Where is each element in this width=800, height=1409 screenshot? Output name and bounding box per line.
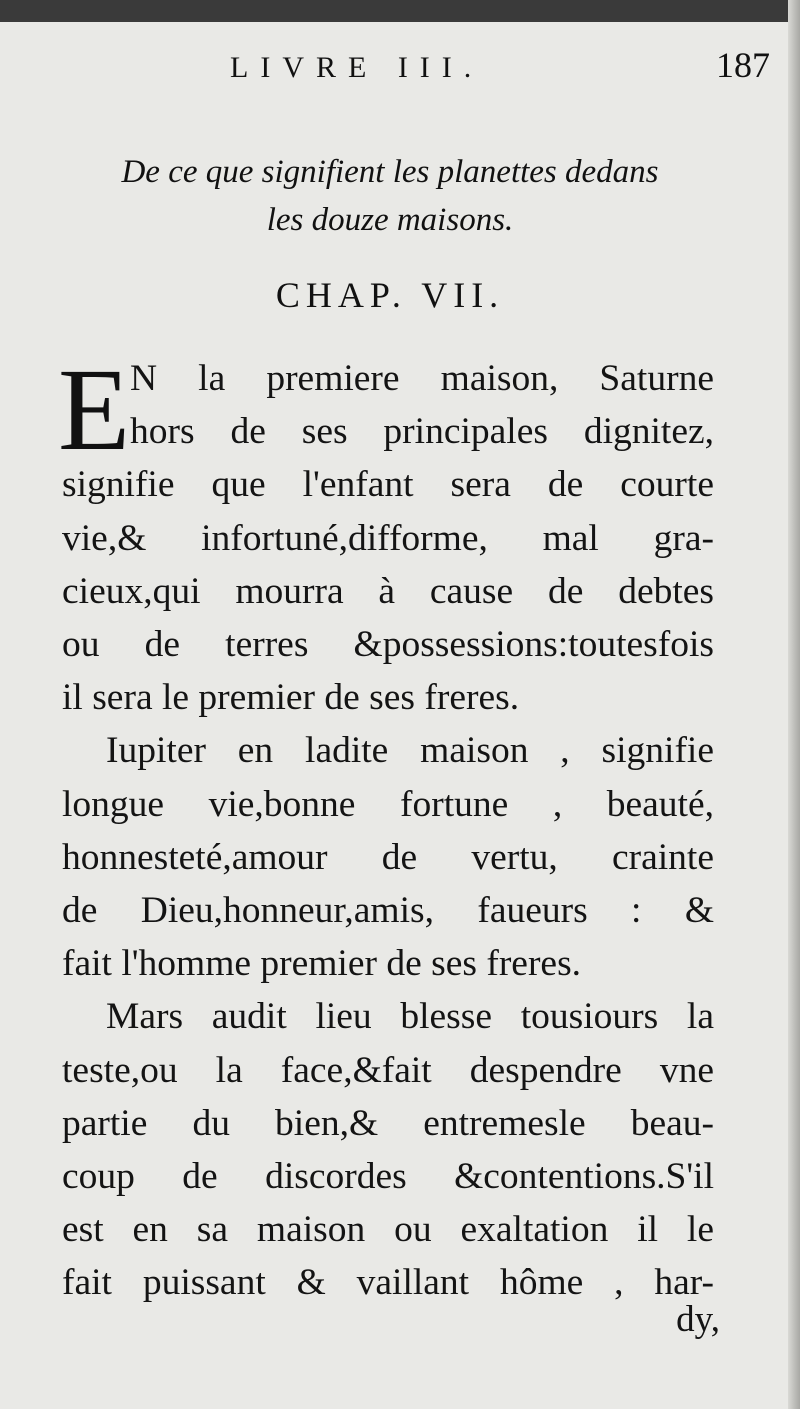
text-line: hors de ses principales dignitez, — [130, 411, 714, 453]
text-line: Mars audit lieu blesse tousiours la — [106, 996, 714, 1038]
text-line: Iupiter en ladite maison , signifie — [106, 730, 714, 772]
text-line: est en sa maison ou exaltation il le — [62, 1209, 714, 1251]
page-number: 187 — [716, 45, 770, 85]
chapter-number: CHAP. VII. — [275, 275, 505, 315]
text-line: fait l'homme premier de ses freres. — [62, 943, 582, 985]
text-line: il sera le premier de ses freres. — [62, 677, 520, 719]
text-line: partie du bien,& entremesle beau- — [62, 1102, 714, 1144]
text-line: longue vie,bonne fortune , beauté, — [62, 783, 714, 825]
chapter-heading-line-2: les douze maisons. — [266, 202, 514, 238]
text-line: teste,ou la face,&fait despendre vne — [62, 1049, 714, 1091]
running-head — [230, 44, 770, 86]
text-line: signifie que l'enfant sera de courte — [62, 464, 714, 506]
text-line: fait puissant & vaillant hôme , har- — [62, 1262, 714, 1304]
text-line: ou de terres &possessions:toutesfois — [62, 624, 714, 666]
text-line: vie,& infortuné,difforme, mal gra- — [62, 517, 714, 559]
page-top-edge — [0, 0, 800, 22]
text-line: cieux,qui mourra à cause de debtes — [62, 570, 714, 612]
text-line: de Dieu,honneur,amis, faueurs : & — [62, 890, 714, 932]
chapter-heading — [40, 148, 740, 244]
catchword: dy, — [676, 1299, 720, 1340]
text-line: N la premiere maison, Saturne — [130, 358, 714, 399]
body-text — [62, 352, 714, 1310]
text-line: coup de discordes &contentions.S'il — [62, 1156, 714, 1198]
page-right-edge — [788, 0, 800, 1409]
running-title: LIVRE III. — [230, 51, 484, 84]
text-line: honnesteté,amour de vertu, crainte — [62, 836, 714, 878]
drop-cap: E — [58, 344, 131, 475]
chapter-heading-line-1: De ce que signifient les planettes dedans — [121, 154, 659, 190]
